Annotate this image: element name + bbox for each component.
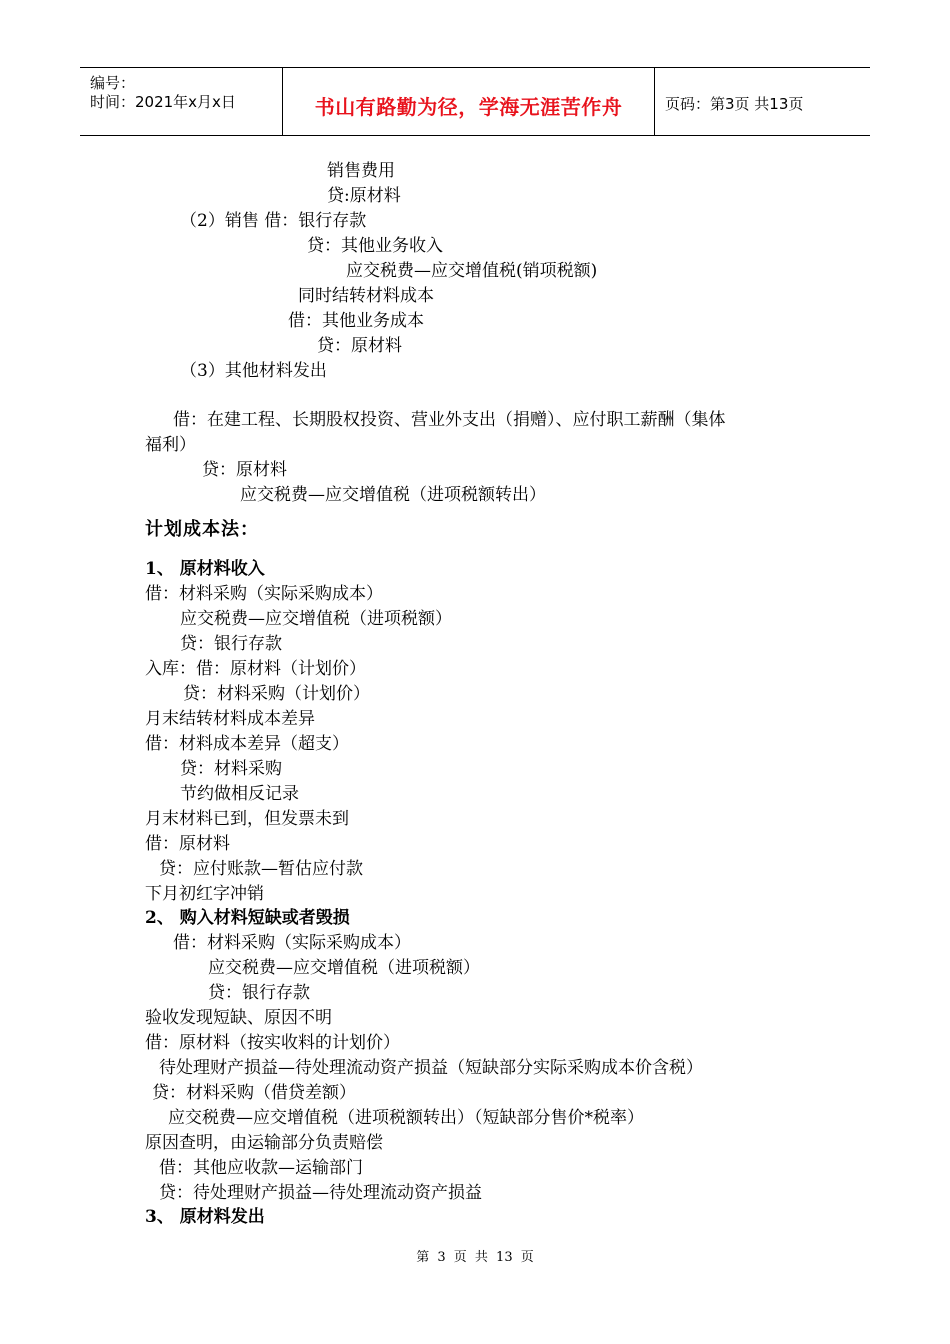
body-line: 销售费用 (327, 161, 395, 181)
body-line: 贷:原材料 (327, 186, 401, 206)
body-line: 借：材料成本差异（超支） (145, 734, 349, 754)
body-line: 应交税费—应交增值税(销项税额) (346, 261, 598, 281)
body-line: 借：材料采购（实际采购成本） (145, 584, 383, 604)
body-line: 贷：银行存款 (180, 634, 282, 654)
body-line: 待处理财产损益—待处理流动资产损益（短缺部分实际采购成本价含税） (159, 1058, 703, 1078)
body-line: 节约做相反记录 (180, 784, 299, 804)
body-line: 入库：借：原材料（计划价） (145, 659, 366, 679)
body-line: 贷：银行存款 (208, 983, 310, 1003)
body-line: （2）销售 借：银行存款 (180, 211, 367, 231)
page-footer: 第 3 页 共 13 页 (416, 1250, 534, 1265)
body-line: 贷：材料采购 (180, 759, 282, 779)
body-line: 借：在建工程、长期股权投资、营业外支出（捐赠）、应付职工薪酬（集体 (173, 410, 726, 430)
subsection-heading: 1、 原材料收入 (145, 559, 265, 579)
body-line: 借：其他应收款—运输部门 (159, 1158, 363, 1178)
body-line: 应交税费—应交增值税（进项税额） (180, 609, 452, 629)
body-line: 月末材料已到，但发票未到 (145, 809, 349, 829)
body-line: 借：原材料（按实收料的计划价） (145, 1033, 400, 1053)
body-line: 应交税费—应交增值税（进项税额转出） (240, 485, 546, 505)
header-motto-cell (282, 68, 655, 135)
body-line: 借：原材料 (145, 834, 230, 854)
header-page-label: 页码：第3页 共13页 (665, 95, 804, 113)
body-line: 贷：材料采购（借贷差额） (152, 1083, 356, 1103)
body-line: 应交税费—应交增值税（进项税额） (208, 958, 480, 978)
body-line: 应交税费—应交增值税（进项税额转出）（短缺部分售价*税率） (168, 1108, 644, 1128)
body-line: 验收发现短缺、原因不明 (145, 1008, 332, 1028)
body-line: 下月初红字冲销 (145, 884, 264, 904)
header-left-cell (80, 68, 282, 135)
body-line: 贷：应付账款—暂估应付款 (159, 859, 363, 879)
body-line: 贷：其他业务收入 (307, 236, 443, 256)
body-line: 同时结转材料成本 (298, 286, 434, 306)
body-line: 借：材料采购（实际采购成本） (173, 933, 411, 953)
header-page-cell (655, 68, 870, 135)
body-line: 贷：材料采购（计划价） (183, 684, 370, 704)
body-line: 贷：原材料 (202, 460, 287, 480)
body-line: 贷：原材料 (317, 336, 402, 356)
document-header (80, 67, 870, 136)
subsection-heading: 2、 购入材料短缺或者毁损 (145, 908, 350, 928)
body-line: 福利） (145, 435, 196, 455)
body-line: 原因查明，由运输部分负责赔偿 (145, 1133, 383, 1153)
body-line: 月末结转材料成本差异 (145, 709, 315, 729)
body-line: （3）其他材料发出 (180, 361, 327, 381)
body-line: 借：其他业务成本 (288, 311, 424, 331)
document-date-label: 时间：2021年x月x日 (90, 93, 236, 111)
subsection-heading: 3、 原材料发出 (145, 1207, 265, 1227)
body-line: 贷：待处理财产损益—待处理流动资产损益 (159, 1183, 482, 1203)
section-heading: 计划成本法： (145, 519, 259, 540)
header-motto: 书山有路勤为径，学海无涯苦作舟 (314, 95, 623, 119)
document-number-label: 编号： (90, 74, 136, 92)
